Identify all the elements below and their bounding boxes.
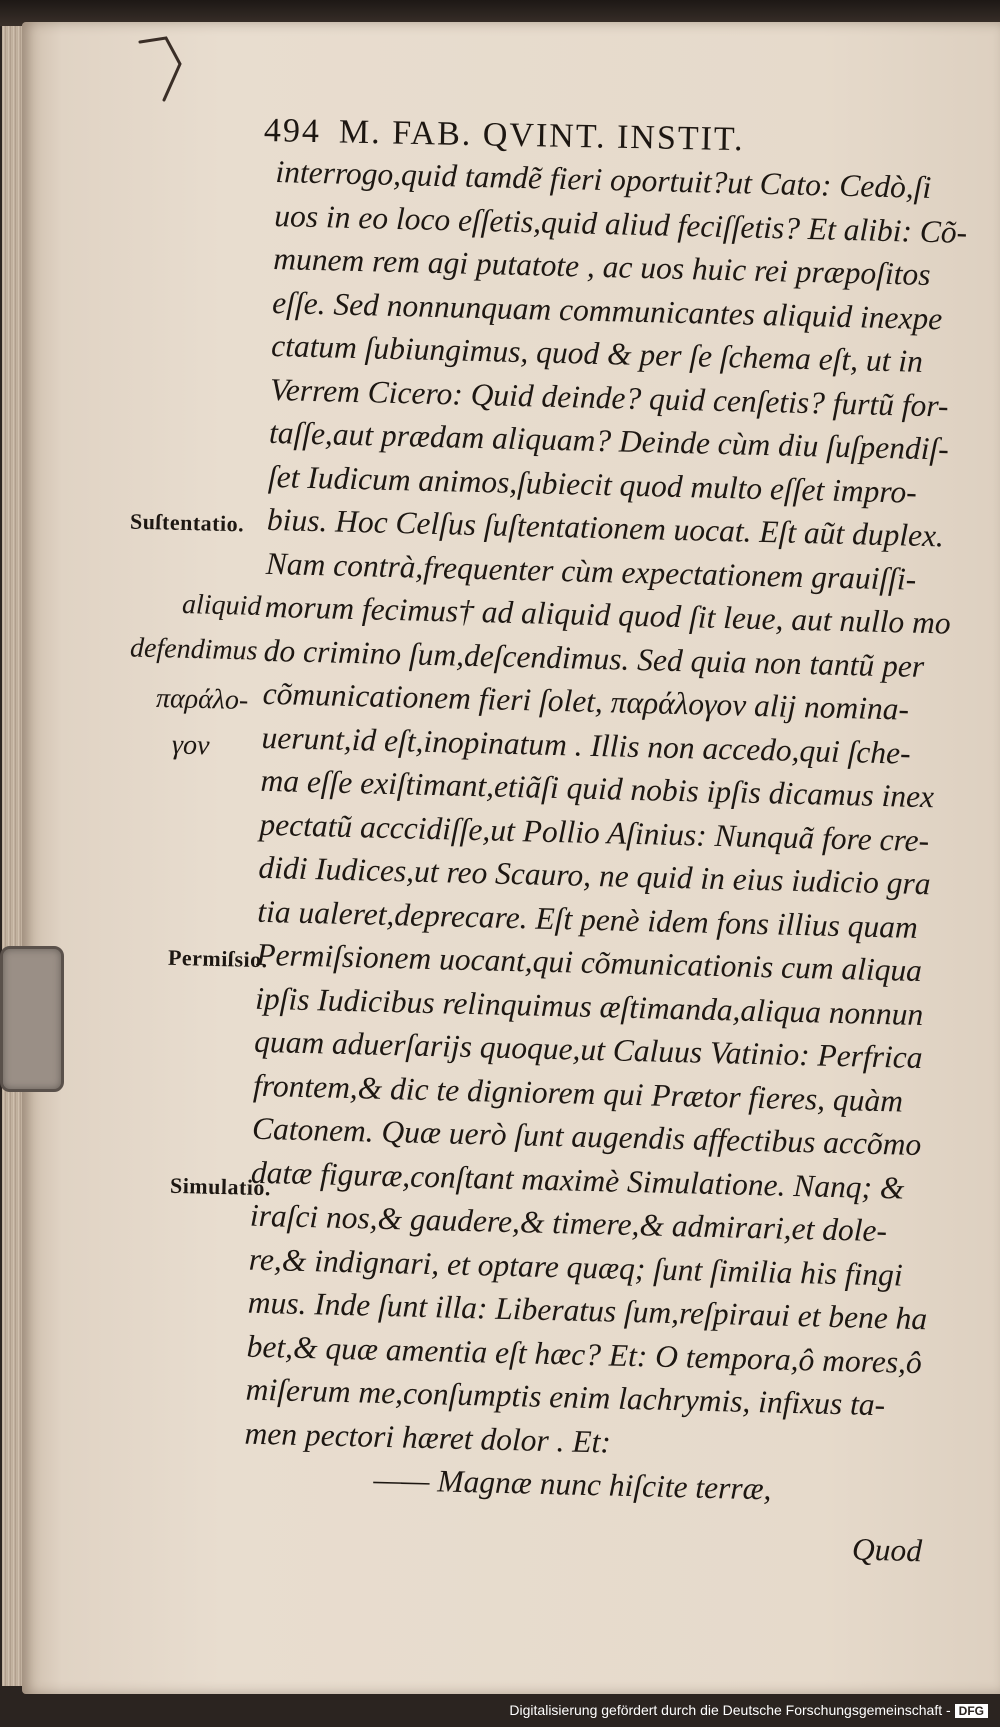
binding-clip [0,946,64,1092]
margin-note-aliquid: aliquid [181,589,262,622]
text-line: ipſis Iudicibus relinquimus æſtimanda,aliqua nonnun [254,980,924,1032]
text-line: bet,& quæ amentia eſt hæc? Et: O tempora,ô mores,ô [246,1328,923,1380]
text-line: taſſe,aut prædam aliquam? Deinde cùm diu ſuſpendiſ- [268,414,950,467]
text-line: iraſci nos,& gaudere,& timere,& admirari,et dole- [249,1197,888,1249]
text-line: morum fecimus† ad aliquid quod ſit leue, aut nullo mo [264,588,952,641]
text-line: Permiſsionem uocant,qui cõmunicationis cum aliqua [255,936,923,989]
text-line: re,& indignari, et optare quæq; ſunt ſimilia his fingi [248,1241,904,1293]
text-line: didi Iudices,ut reo Scauro, ne quid in eius iudicio gra [258,849,931,902]
text-line: Catonem. Quæ uerò ſunt augendis affectibus accõmo [251,1110,922,1163]
credit-text: Digitalisierung gefördert durch die Deutsche Forschungsgemeinschaft - [509,1702,951,1718]
text-line: interrogo,quid tamdẽ fieri oportuit?ut Cato: Cedò,ſi [275,153,932,206]
verse-quotation-line: —— Magnæ nunc hiſcite terræ, [373,1461,772,1507]
text-line: tia ualeret,deprecare. Eſt penè idem fons illius quam [256,893,919,945]
text-line: pectatũ acccidiſſe,ut Pollio Aſinius: Nunquã fore cre- [259,806,930,858]
text-line: frontem,& dic te digniorem qui Prætor fieres, quàm [252,1067,904,1119]
text-line: quam aduerſarijs quoque,ut Caluus Vatinio: Perfrica [253,1023,923,1076]
text-line: cõmunicationem fieri ſolet, παράλογον alij nomina- [262,675,910,727]
text-line: Verrem Cicero: Quid deinde? quid cenſetis? furtũ for- [269,371,949,424]
page-number: 494 [263,112,322,151]
running-title: M. FAB. QVINT. INSTIT. [338,113,745,159]
dfg-logo: DFG [955,1704,988,1718]
text-line: uerunt,id eſt,inopinatum . Illis non accedo,qui ſche- [261,719,912,771]
catchword: Quod [851,1530,923,1568]
text-line: bius. Hoc Celſus ſuſtentationem uocat. Eſt aũt duplex. [266,501,945,554]
margin-note-sustentatio: Suſtentatio. [129,508,245,537]
margin-note-defendimus: defendimus [129,632,258,667]
text-line: miſerum me,conſumptis enim lachrymis, infixus ta- [245,1371,886,1423]
margin-note-paralogon: παράλο- [155,682,249,717]
text-line: ma eſſe exiſtimant,etiãſi quid nobis ipſis dicamus inex [260,762,935,815]
text-line: men pectori hæret dolor . Et: [244,1415,612,1460]
text-line: munem rem agi putatote , ac uos huic rei præpoſitos [272,240,931,293]
pencil-mark-icon [136,34,196,104]
text-line: Nam contrà,frequenter cùm expectationem grauiſſi- [265,545,917,597]
text-line: do crimino ſum,deſcendimus. Sed quia non tantũ per [263,632,925,684]
margin-note-simulatio: Simulatio. [169,1172,272,1201]
margin-note-permissio: Permiſsio. [167,944,269,973]
body-text [242,150,976,1573]
margin-note-paralogon-cont: γον [171,729,210,762]
text-line: ctatum ſubiungimus, quod & per ſe ſchema eſt, ut in [270,327,924,379]
digitization-credit [0,1702,988,1724]
text-line: eſſe. Sed nonnunquam communicantes aliquid inexpe [271,284,943,336]
text-line: datæ figuræ,conſtant maximè Simulatione. Nanq; & [250,1154,905,1206]
text-line: ſet Iudicum animos,ſubiecit quod multo eſſet impro- [267,458,918,510]
text-line: uos in eo loco eſſetis,quid aliud feciſſetis? Et alibi: Cõ- [273,197,968,250]
text-line: mus. Inde ſunt illa: Liberatus ſum,reſpiraui et bene ha [247,1284,928,1337]
